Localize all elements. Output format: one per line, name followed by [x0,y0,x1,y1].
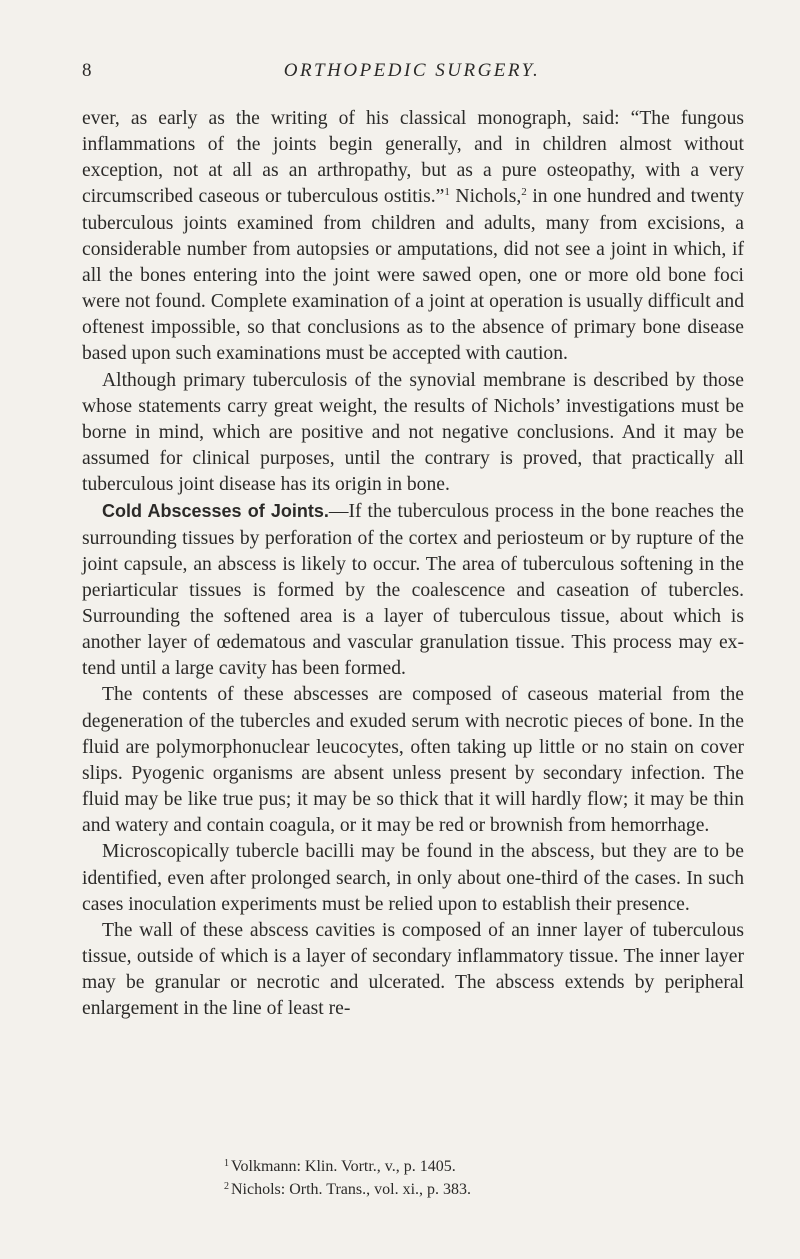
section-heading: Cold Abscesses of Joints. [102,501,329,522]
paragraph-cold-abscesses [82,498,744,682]
paragraph-text: ever, as early as the writing of his classical monograph, said: “The fungous inflammations of the joints begin generally, and in children almost without exception, not at all as an arthropathy, but as a pure osteopathy, with a very circumscribed caseous or tuberculous ostitis.” [82,108,744,208]
footnote [224,1154,724,1177]
running-title: ORTHOPEDIC SURGERY. [283,60,541,81]
footnote-mark: 2 [224,1181,229,1192]
body-text [82,106,744,1022]
paragraph: The contents of these abscesses are composed of caseous material from the degeneration of the tubercles and exuded serum with necrotic pieces of bone. In the fluid are polymorphonuclear leucocytes, often taking up little or no stain on cover slips. Pyogenic organisms are absent unless present by secondary infection. The fluid may be like true pus; it may be so thick that it will hardly flow; it may be thin and watery and contain coagula, or it may be red or brownish from hemorrhage. [82,684,744,837]
running-head [82,60,742,84]
paragraph-text: Nichols, [449,186,522,208]
footnote-text: Nichols: Orth. Trans., vol. xi., p. 383. [231,1181,472,1198]
paragraph-text: in one hundred and twenty tuberculous joints examined from children and adults, many from excisions, a considerable number from autopsies or amputations, did not see a joint in which, if all the bones entering into the joint were sawed open, one or more old bone foci were not found. Complete examination of a joint at operation is usually difficult and oftenest impossible, so that conclusions as to the absence of primary bone disease based upon such examinations must be accepted with caution. [82,186,744,365]
paragraph-continued [82,106,744,368]
footnote [224,1177,724,1200]
paragraph: Although primary tuberculosis of the synovial membrane is described by those whose statements carry great weight, the results of Nichols’ investigations must be borne in mind, which are positive and not negative conclusions. And it may be assumed for clinical purposes, until the contrary is proved, that practically all tuberculous joint disease has its origin in bone. [82,369,744,496]
paragraph-text: —If the tuberculous process in the bone reaches the surrounding tissues by perforation of the cortex and periosteum or by rupture of the joint capsule, an abscess is likely to occur. The area of tuberculous softening in the periarticular tissues is formed by the coalescence and caseation of tubercles. Surrounding the softened area is a layer of tuberculous tissue, about which is another layer of œdematous and vascular granulation tissue. This process may extend until a large cavity has been formed. [82,501,744,680]
page-number: 8 [82,60,93,81]
footnote-text: Volkmann: Klin. Vortr., v., p. 1405. [231,1158,456,1175]
footnote-ref-1: 1 [444,186,450,199]
paragraph: Microscopically tubercle bacilli may be found in the abscess, but they are to be identified, even after prolonged search, in only about one-third of the cases. In such cases inoculation experiments must be relied upon to establish their presence. [82,841,744,915]
footnote-mark: 1 [224,1158,229,1169]
footnote-ref-2: 2 [521,186,527,199]
footnotes [224,1154,724,1200]
paragraph: The wall of these abscess cavities is composed of an inner layer of tuberculous tissue, outside of which is a layer of secondary inflammatory tissue. The inner layer may be granular or necrotic and ulcerated. The abscess extends by peripheral enlargement in the line of least re- [82,919,744,1020]
